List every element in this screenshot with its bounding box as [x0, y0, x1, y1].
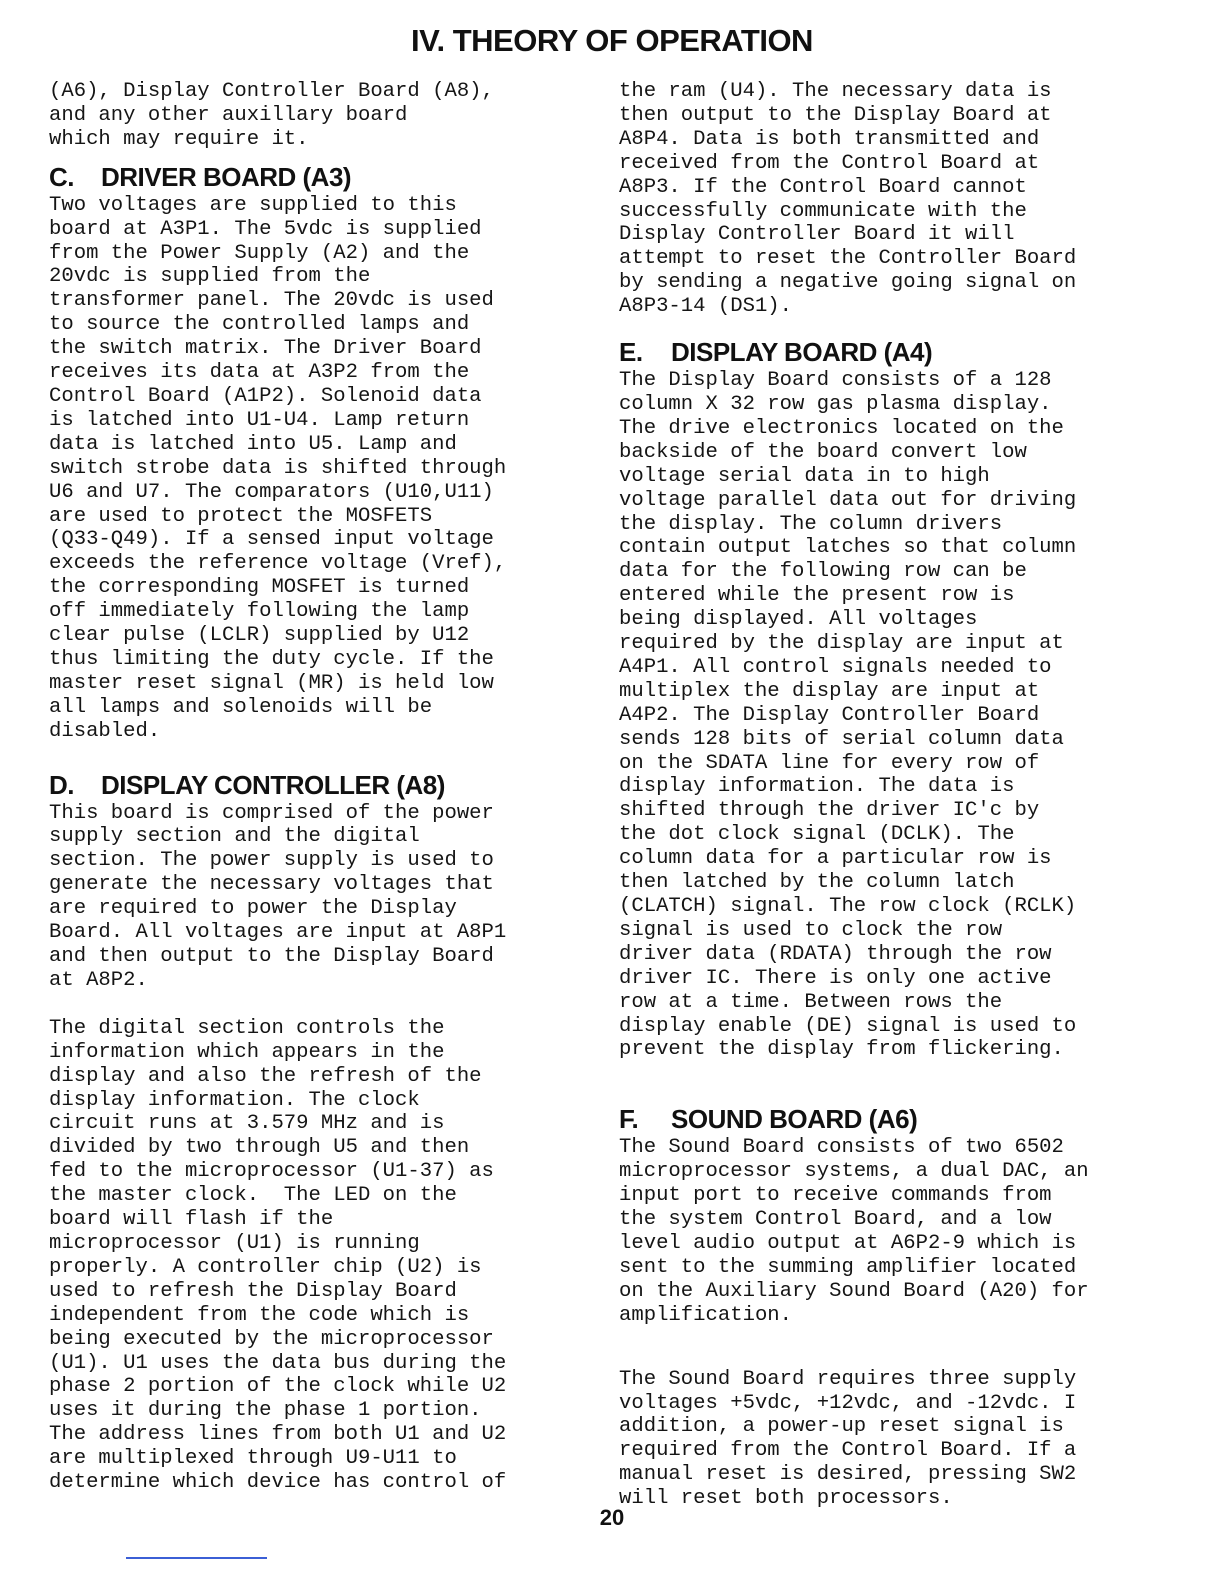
intro-paragraph: (A6), Display Controller Board (A8), and any other auxillary board which may require it. — [49, 80, 494, 151]
section-e-letter: E. — [619, 337, 643, 368]
section-d-title: DISPLAY CONTROLLER (A8) — [101, 769, 445, 800]
section-c-body: Two voltages are supplied to this board at A3P1. The 5vdc is supplied from the Power Supply (A2) and the 20vdc is supplied from the transformer panel. The 20vdc is used to source the controlled lamps and the switch matrix. The Driver Board receives its data at A3P2 from the Control Board (A1P2). Solenoid data is latched into U1-U4. Lamp return data is latched into U5. Lamp and switch strobe data is shifted through U6 and U7. The comparators (U10,U11) are used to protect the MOSFETS (Q33-Q49). If a sensed input voltage exceeds the reference voltage (Vref), the corresponding MOSFET is turned off immediately following the lamp clear pulse (LCLR) supplied by U12 thus limiting the duty cycle. If the master reset signal (MR) is held low all lamps and solenoids will be disabled. — [49, 193, 507, 743]
continuation-paragraph: the ram (U4). The necessary data is then output to the Display Board at A8P4. Data is both transmitted and received from the Control Board at A8P3. If the Control Board cannot successfully communicate with the Display Controller Board it will attempt to reset the Controller Board by sending a negative going signal on A8P3-14 (DS1). — [619, 80, 1077, 319]
section-e-title: DISPLAY BOARD (A4) — [671, 337, 933, 368]
footer-rule — [126, 1557, 267, 1559]
section-f-body-1: The Sound Board consists of two 6502 microprocessor systems, a dual DAC, an input port to receive commands from the system Control Board, and a low level audio output at A6P2-9 which is sent to the summing amplifier located on the Auxiliary Sound Board (A20) for amplification. — [619, 1136, 1089, 1327]
section-c-heading — [49, 160, 589, 194]
section-d-letter: D. — [49, 769, 74, 800]
section-f-title: SOUND BOARD (A6) — [671, 1104, 918, 1135]
section-c-title: DRIVER BOARD (A3) — [101, 161, 352, 192]
section-e-heading — [619, 335, 1189, 369]
right-column — [619, 80, 1189, 1511]
page-title: IV. THEORY OF OPERATION — [411, 23, 813, 58]
section-f-letter: F. — [619, 1104, 639, 1135]
left-column — [49, 80, 589, 1495]
section-d-body-1: This board is comprised of the power supply section and the digital section. The power supply is used to generate the necessary voltages that are required to power the Display Board. All voltages are input at A8P1 and then output to the Display Board at A8P2. — [49, 801, 507, 992]
section-e-body: The Display Board consists of a 128 column X 32 row gas plasma display. The drive electronics located on the backside of the board convert low voltage serial data in to high voltage parallel data out for driving the display. The column drivers contain output latches so that column data for the following row can be entered while the present row is being displayed. All voltages required by the display are input at A4P1. All control signals needed to multiplex the display are input at A4P2. The Display Controller Board sends 128 bits of serial column data on the SDATA line for every row of display information. The data is shifted through the driver IC'c by the dot clock signal (DCLK). The column data for a particular row is then latched by the column latch (CLATCH) signal. The row clock (RCLK) signal is used to clock the row driver data (RDATA) through the row driver IC. There is only one active row at a time. Between rows the display enable (DE) signal is used to prevent the display from flickering. — [619, 369, 1077, 1062]
section-f-heading — [619, 1102, 1189, 1136]
page-number: 20 — [599, 1505, 625, 1530]
section-d-body-2: The digital section controls the information which appears in the display and also the refresh of the display information. The clock circuit runs at 3.579 MHz and is divided by two through U5 and then fed to the microprocessor (U1-37) as the master clock. The LED on the board will flash if the microprocessor (U1) is running properly. A controller chip (U2) is used to refresh the Display Board independent from the code which is being executed by the microprocessor (U1). U1 uses the data bus during the phase 2 portion of the clock while U2 uses it during the phase 1 portion. The address lines from both U1 and U2 are multiplexed through U9-U11 to determine which device has control of — [49, 1016, 507, 1495]
section-d-heading — [49, 768, 589, 802]
section-f-body-2: The Sound Board requires three supply voltages +5vdc, +12vdc, and -12vdc. I addition, a power-up reset signal is required from the Control Board. If a manual reset is desired, pressing SW2 will reset both processors. — [619, 1367, 1077, 1511]
section-c-letter: C. — [49, 161, 74, 192]
